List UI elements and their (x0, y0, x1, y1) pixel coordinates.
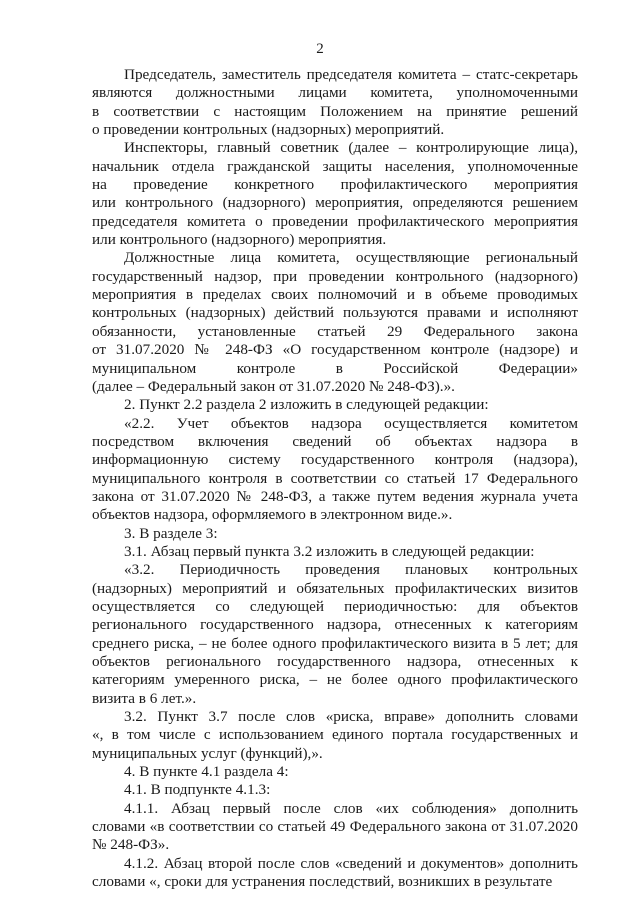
text-line: 4.1.1. Абзац первый после слов «их соблюдения» дополнить (124, 799, 578, 817)
text-line: государственный надзор, при проведении контрольного (надзорного) (92, 267, 578, 285)
text-line: среднего риска, – не более одного профилактического визита в 5 лет; для (92, 634, 578, 652)
text-line: объектов регионального государственного надзора, отнесенных к (92, 653, 578, 670)
text-line: муниципального контроля в соответствии со статьей 17 Федерального (92, 469, 578, 487)
text-line: являются должностными лицами комитета, уполномоченными (92, 84, 578, 102)
text-line: словами «, сроки для устранения последствий, возникших в результате (92, 873, 553, 891)
text-line: на проведение конкретного профилактического мероприятия (92, 176, 578, 194)
text-line: 4. В пункте 4.1 раздела 4: (124, 763, 289, 781)
paragraph (92, 781, 578, 799)
text-line: 2. Пункт 2.2 раздела 2 изложить в следующей редакции: (124, 396, 489, 414)
paragraph (92, 415, 578, 525)
text-line: Инспекторы, главный советник (далее – контролирующие лица), (124, 139, 578, 157)
paragraph (92, 396, 578, 414)
text-line: объектов надзора, оформляемого в электронном виде.». (92, 506, 453, 524)
text-line: 3.2. Пункт 3.7 после слов «риска, вправе» дополнить словами (124, 708, 578, 726)
paragraph (92, 763, 578, 781)
text-line: о проведении контрольных (надзорных) мероприятий. (92, 121, 445, 139)
paragraph (92, 855, 578, 892)
text-line: от 31.07.2020 № 248-ФЗ «О государственном контроле (надзоре) и (92, 341, 578, 359)
text-line: «2.2. Учет объектов надзора осуществляется комитетом (124, 414, 578, 432)
text-line: или контрольного (надзорного) мероприятия, определяются решением (92, 194, 578, 212)
text-line: «, в том числе с использованием единого портала государственных и (92, 726, 578, 744)
text-line: визита в 6 лет.». (92, 689, 197, 707)
text-line: словами «в соответствии со статьей 49 Федерального закона от 31.07.2020 (92, 818, 578, 836)
text-line: регионального государственного надзора, отнесенных к категориям (92, 616, 578, 634)
text-line: 3.1. Абзац первый пункта 3.2 изложить в следующей редакции: (124, 542, 535, 560)
text-line: (надзорных) мероприятий и обязательных профилактических визитов (92, 579, 578, 597)
text-line: «3.2. Периодичность проведения плановых контрольных (124, 561, 578, 579)
text-line: председателя комитета о проведении профилактического мероприятия (92, 212, 578, 230)
paragraph (92, 249, 578, 396)
paragraph (92, 543, 578, 561)
text-line: мероприятия в пределах своих полномочий и в объеме проводимых (92, 286, 578, 304)
text-line: посредством включения сведений об объектах надзора в (92, 432, 578, 450)
paragraph (92, 561, 578, 708)
paragraph (92, 800, 578, 855)
text-line: осуществляется со следующей периодичностью: для объектов (92, 597, 578, 615)
document-body (92, 66, 578, 891)
paragraph (92, 66, 578, 139)
text-line: 4.1. В подпункте 4.1.3: (124, 781, 271, 799)
text-line: информационную систему государственного контроля (надзора), (92, 451, 578, 469)
text-line: в соответствии с настоящим Положением на принятие решений (92, 102, 578, 120)
text-line: муниципальном контроле в Российской Федерации» (92, 359, 578, 377)
paragraph (92, 525, 578, 543)
text-line: категориям умеренного риска, – не более одного профилактического (92, 671, 578, 689)
text-line: 3. В разделе 3: (124, 524, 218, 542)
text-line: муниципальных услуг (функций),». (92, 744, 323, 762)
text-line: контрольных (надзорных) действий пользуются правами и исполняют (92, 304, 578, 322)
text-line: (далее – Федеральный закон от 31.07.2020 № 248-ФЗ).». (92, 377, 455, 395)
text-line: закона от 31.07.2020 № 248-ФЗ, а также путем ведения журнала учета (92, 487, 578, 505)
text-line: Должностные лица комитета, осуществляющие региональный (124, 249, 578, 267)
text-line: № 248-ФЗ». (92, 836, 170, 854)
page-number: 2 (316, 41, 324, 57)
text-line: обязанности, установленные статьей 29 Федерального закона (92, 322, 578, 340)
paragraph (92, 708, 578, 763)
text-line: 4.1.2. Абзац второй после слов «сведений и документов» дополнить (124, 854, 578, 872)
text-line: Председатель, заместитель председателя комитета – статс-секретарь (124, 66, 578, 83)
text-line: начальник отдела гражданской защиты населения, уполномоченные (92, 157, 578, 175)
text-line: или контрольного (надзорного) мероприятия. (92, 231, 387, 249)
paragraph (92, 139, 578, 249)
